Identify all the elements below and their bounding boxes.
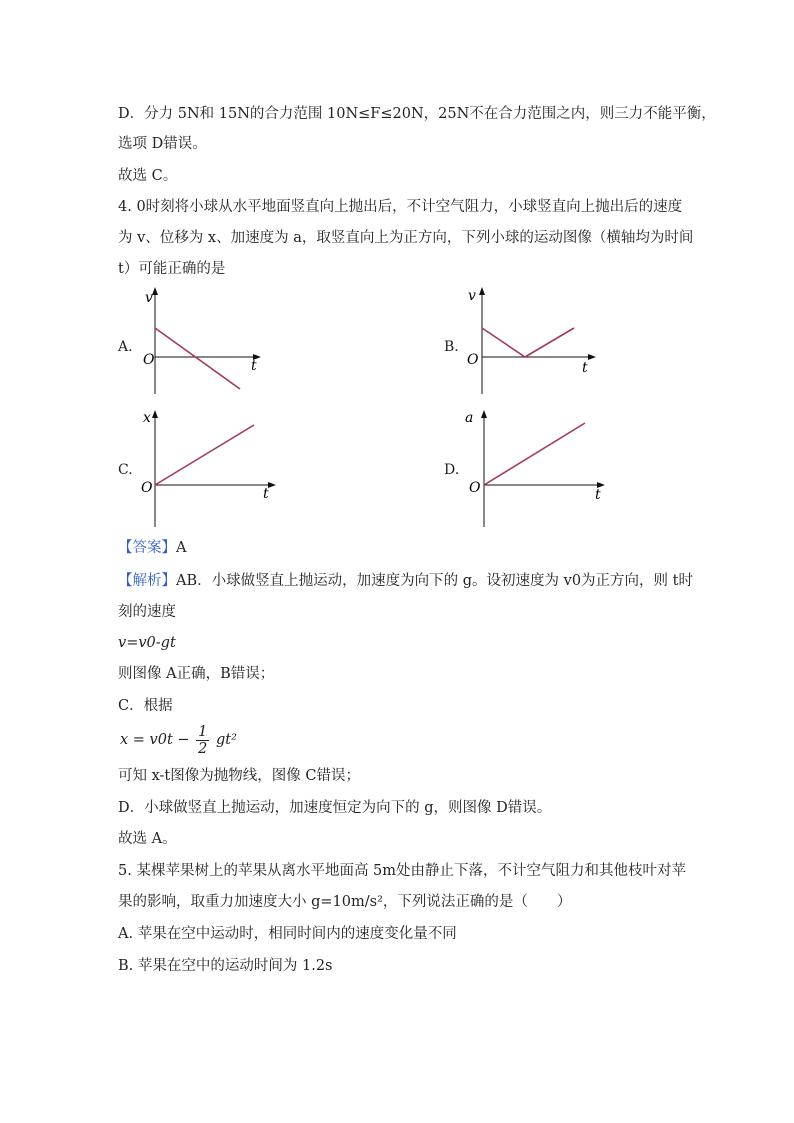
graph-d-x-label: t <box>595 487 601 503</box>
graph-a <box>130 284 270 399</box>
analysis-text1: AB．小球做竖直上抛运动，加速度为向下的 g。设初速度为 v0为正方向，则 t时 <box>176 573 693 589</box>
question4-line2: 为 v、位移为 x、加速度为 a，取竖直向上为正方向，下列小球的运动图像（横轴均为时间 <box>118 230 694 246</box>
graph-a-y-label: v <box>145 290 153 306</box>
question5-option-a: A. 苹果在空中运动时，相同时间内的速度变化量不同 <box>118 926 457 942</box>
answer-value: A <box>176 540 187 556</box>
question5-option-b: B. 苹果在空中的运动时间为 1.2s <box>118 958 333 974</box>
option-d-explanation-line1: D．分力 5N和 15N的合力范围 10N≤F≤20N，25N不在合力范围之内，则三力不能平衡， <box>118 106 716 122</box>
question5-line1: 5. 某棵苹果树上的苹果从离水平地面高 5m处由静止下落，不计空气阻力和其他枝叶对苹 <box>118 863 687 879</box>
formula-x-right: gt² <box>216 732 237 748</box>
graph-c <box>130 405 280 530</box>
graph-c-x-label: t <box>263 486 269 502</box>
formula-velocity: v=v0-gt <box>118 635 176 651</box>
graph-c-y-label: x <box>143 410 151 426</box>
graph-b <box>455 284 605 399</box>
graph-b-x-label: t <box>582 360 588 376</box>
graph-c-x-arrow <box>268 482 276 488</box>
graph-c-y-arrow <box>152 410 158 418</box>
analysis-line1 <box>118 571 693 591</box>
choose-a: 故选 A。 <box>118 831 177 847</box>
question5-line2: 果的影响，取重力加速度大小 g=10m/s²，下列说法正确的是（ ） <box>118 894 572 910</box>
c-result: 可知 x-t图像为抛物线，图像 C错误； <box>118 768 360 784</box>
graph-b-curve <box>482 328 574 357</box>
graph-a-origin: O <box>143 352 155 368</box>
analysis-line2: 刻的速度 <box>118 604 176 620</box>
answer-label: 【答案】 <box>118 540 176 556</box>
answer-line <box>118 538 186 558</box>
formula-displacement <box>120 722 237 758</box>
formula-denominator: 2 <box>198 740 208 757</box>
graph-d-y-label: a <box>465 410 474 426</box>
option-d-explanation-line2: 选项 D错误。 <box>118 136 207 152</box>
formula-x-left: x = v0t − <box>120 732 190 748</box>
question4-line3: t）可能正确的是 <box>118 261 226 277</box>
formula-numerator: 1 <box>198 723 208 740</box>
graph-b-origin: O <box>467 352 479 368</box>
choose-c: 故选 C。 <box>118 168 178 184</box>
graph-d-y-arrow <box>481 410 487 418</box>
graph-b-y-label: v <box>468 288 476 304</box>
graph-a-x-label: t <box>251 358 257 374</box>
graph-b-y-arrow <box>479 287 485 295</box>
analysis-label: 【解析】 <box>118 573 176 589</box>
ab-result: 则图像 A正确，B错误； <box>118 666 275 682</box>
graph-d-curve <box>484 423 585 485</box>
graph-b-label: B. <box>444 339 459 355</box>
graph-c-label: C. <box>118 462 133 478</box>
question4-line1: 4. 0时刻将小球从水平地面竖直向上抛出后，不计空气阻力，小球竖直向上抛出后的速度 <box>118 199 683 215</box>
formula-fraction <box>196 724 209 757</box>
graph-d <box>455 405 615 530</box>
graph-b-x-arrow <box>588 354 596 360</box>
d-result: D．小球做竖直上抛运动，加速度恒定为向下的 g，则图像 D错误。 <box>118 800 552 816</box>
graph-c-origin: O <box>141 480 153 496</box>
graph-d-label: D. <box>444 462 460 478</box>
graph-a-curve <box>155 328 240 389</box>
graph-c-curve <box>155 425 254 485</box>
graph-a-label: A. <box>118 339 133 355</box>
graph-d-origin: O <box>469 480 481 496</box>
c-basis: C．根据 <box>118 698 173 714</box>
